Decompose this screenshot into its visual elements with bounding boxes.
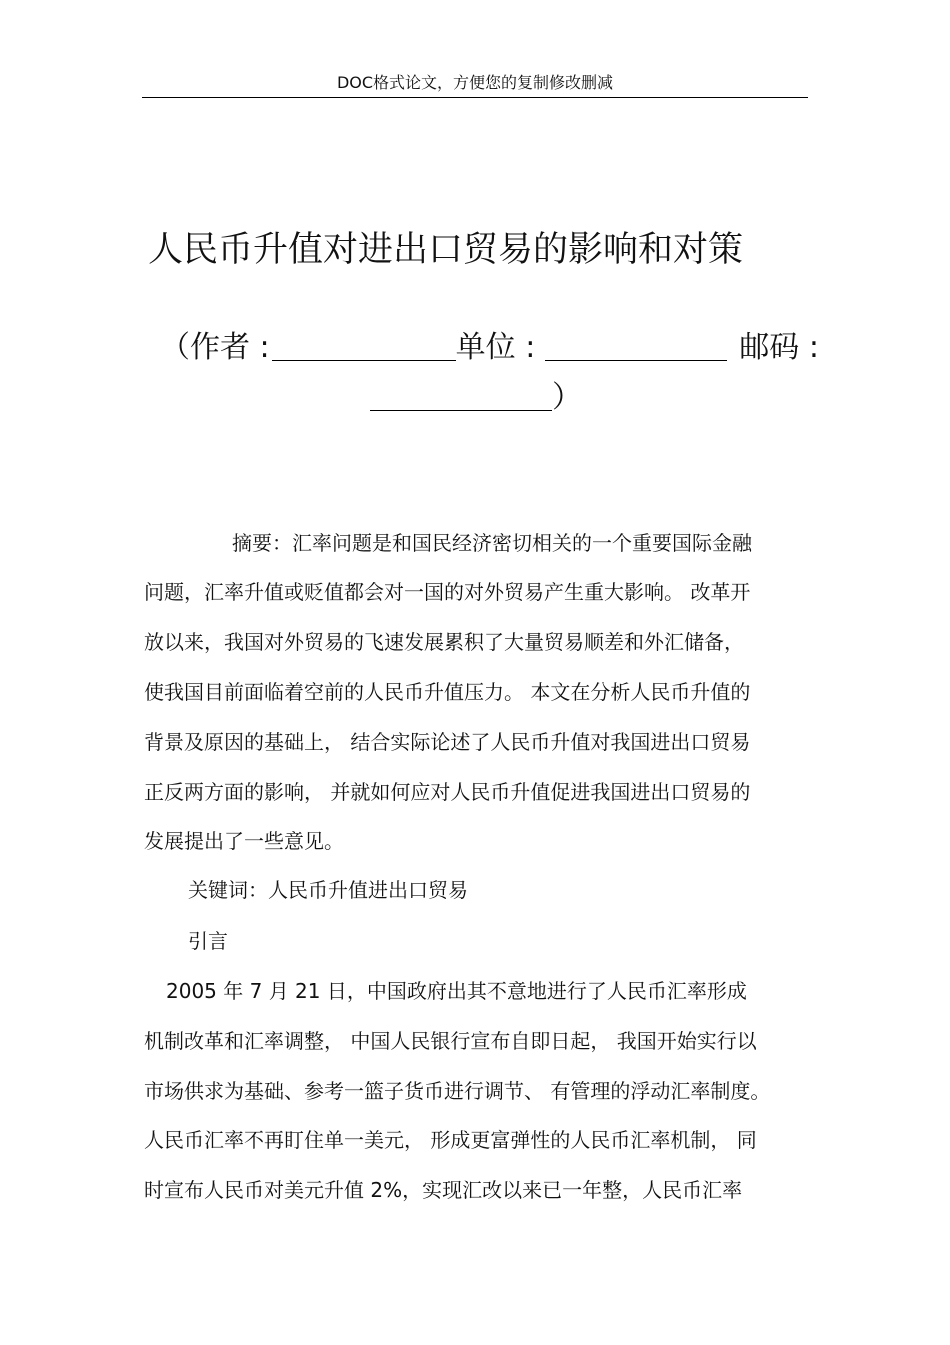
author-blank [272, 330, 456, 361]
intro-heading: 引言 [188, 929, 228, 953]
abstract-line: 摘要：汇率问题是和国民经济密切相关的一个重要国际金融 [232, 531, 752, 555]
abstract-line: 问题，汇率升值或贬值都会对一国的对外贸易产生重大影响。 改革开 [144, 580, 751, 604]
abstract-line: 发展提出了一些意见。 [144, 829, 344, 853]
abstract-line: 正反两方面的影响， 并就如何应对人民币升值促进我国进出口贸易的 [144, 780, 751, 804]
unit-blank [545, 330, 727, 361]
keywords-line: 关键词：人民币升值进出口贸易 [188, 878, 468, 902]
zip-label: 邮码 : [739, 330, 819, 365]
zip-blank [370, 380, 552, 411]
document-title: 人民币升值对进出口贸易的影响和对策 [148, 230, 744, 270]
body-line: 2005 年 7 月 21 日，中国政府出其不意地进行了人民币汇率形成 [166, 979, 747, 1003]
unit-label: 单位 : [455, 330, 536, 365]
body-line: 机制改革和汇率调整， 中国人民银行宣布自即日起， 我国开始实行以 [144, 1029, 757, 1053]
page-header: DOC格式论文，方便您的复制修改删减 [336, 73, 614, 92]
author-close-paren: ） [552, 380, 582, 415]
author-info-line [160, 322, 819, 366]
author-label: （作者 : [160, 330, 270, 365]
abstract-line: 放以来，我国对外贸易的飞速发展累积了大量贸易顺差和外汇储备， [144, 630, 744, 654]
body-line: 人民币汇率不再盯住单一美元， 形成更富弹性的人民币汇率机制， 同 [144, 1128, 757, 1152]
abstract-line: 使我国目前面临着空前的人民币升值压力。 本文在分析人民币升值的 [144, 680, 751, 704]
header-divider [142, 97, 808, 98]
body-line: 市场供求为基础、参考一篮子货币进行调节、 有管理的浮动汇率制度。 [144, 1079, 771, 1103]
body-line: 时宣布人民币对美元升值 2%，实现汇改以来已一年整，人民币汇率 [144, 1178, 743, 1202]
author-info-line-2 [370, 372, 582, 416]
abstract-line: 背景及原因的基础上， 结合实际论述了人民币升值对我国进出口贸易 [144, 730, 751, 754]
